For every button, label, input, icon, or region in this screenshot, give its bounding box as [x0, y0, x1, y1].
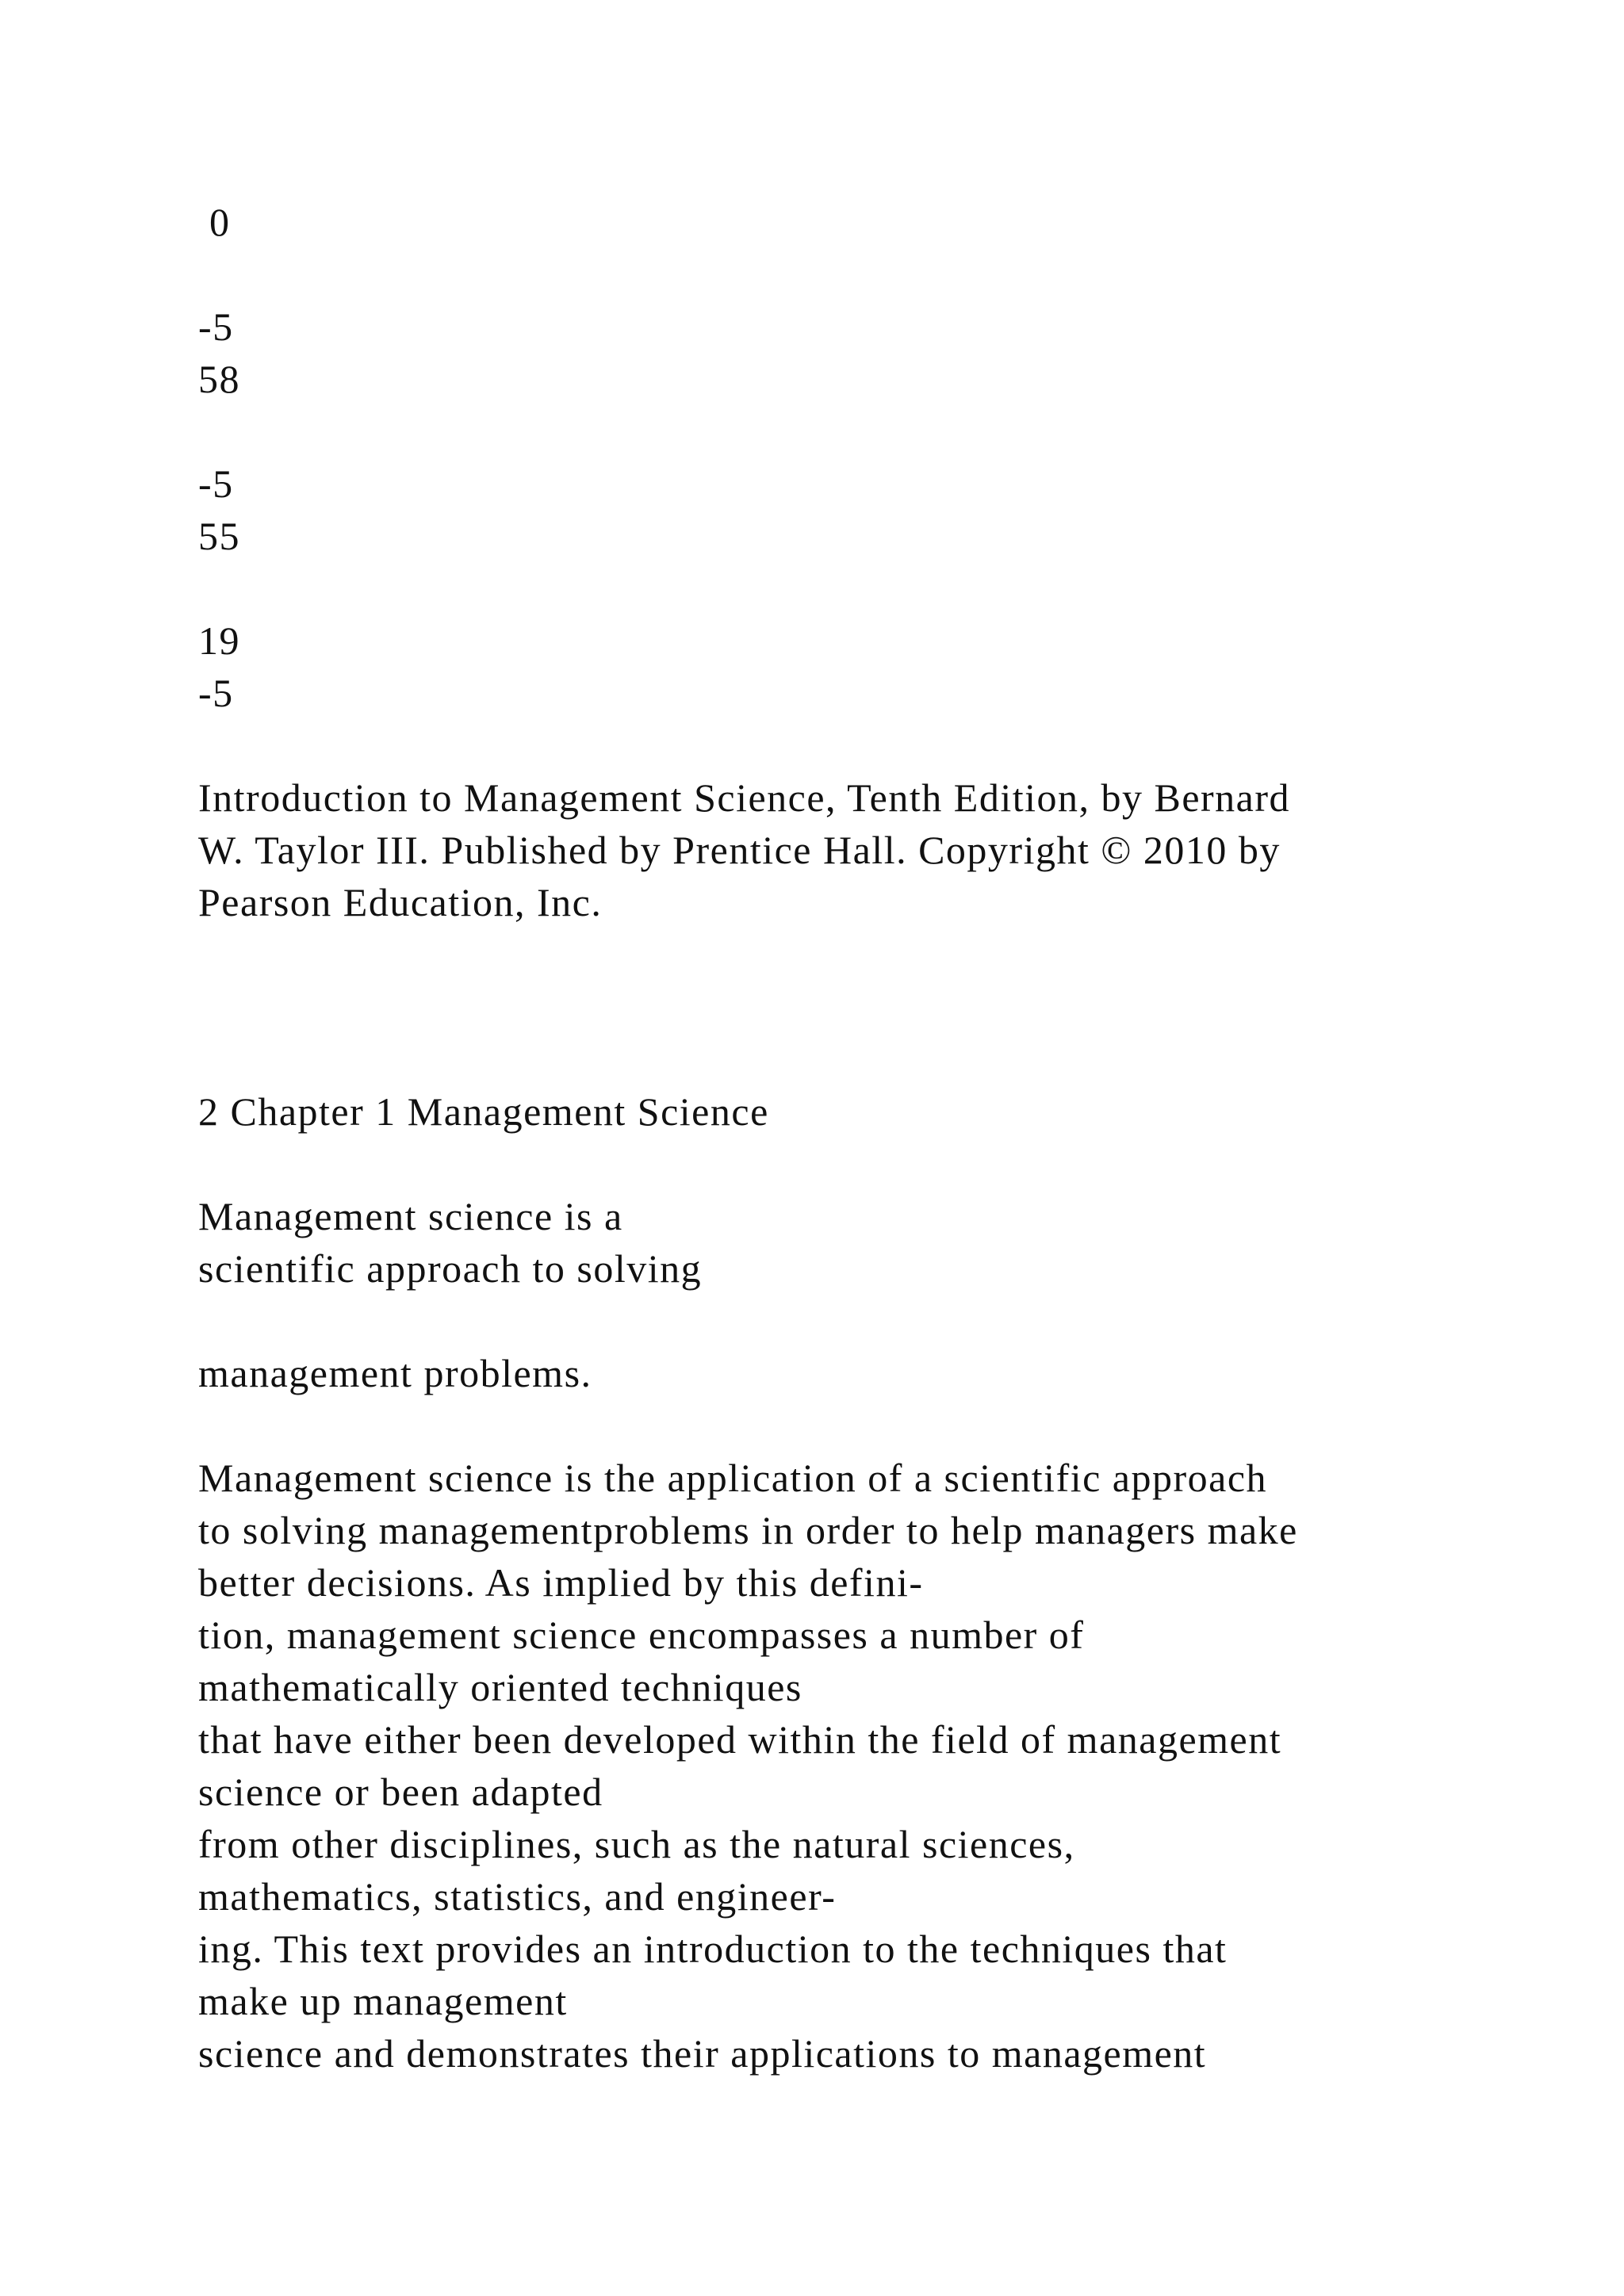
copyright-line: W. Taylor III. Published by Prentice Hall. Copyright © 2010 by	[198, 828, 1281, 872]
number-line: -5	[198, 461, 234, 506]
copyright-line: Introduction to Management Science, Tenth Edition, by Bernard	[198, 775, 1291, 820]
number-line: 55	[198, 514, 240, 558]
body-line: from other disciplines, such as the natural sciences,	[198, 1822, 1075, 1866]
margin-note-line: management problems.	[198, 1351, 592, 1395]
body-line: tion, management science encompasses a number of	[198, 1613, 1085, 1657]
body-line: make up management	[198, 1979, 568, 2023]
body-line: to solving managementproblems in order to help managers make	[198, 1508, 1298, 1552]
number-line: 19	[198, 618, 240, 663]
copyright-line: Pearson Education, Inc.	[198, 880, 603, 924]
number-line: 58	[198, 357, 240, 401]
body-line: ing. This text provides an introduction to the techniques that	[198, 1927, 1228, 1971]
body-line: mathematics, statistics, and engineer-	[198, 1874, 837, 1919]
body-line: mathematically oriented techniques	[198, 1665, 802, 1709]
margin-note-line: scientific approach to solving	[198, 1246, 703, 1291]
body-line: science and demonstrates their applications to management	[198, 2031, 1207, 2076]
body-line: science or been adapted	[198, 1770, 603, 1814]
body-line: that have either been developed within the field of management	[198, 1717, 1282, 1762]
body-line: better decisions. As implied by this defini-	[198, 1560, 924, 1605]
number-line: 0	[198, 200, 231, 244]
body-line: Management science is the application of a scientific approach	[198, 1456, 1268, 1500]
margin-note-line: Management science is a	[198, 1194, 623, 1238]
number-line: -5	[198, 671, 234, 715]
chapter-heading: 2 Chapter 1 Management Science	[198, 1089, 769, 1134]
number-line: -5	[198, 304, 234, 349]
